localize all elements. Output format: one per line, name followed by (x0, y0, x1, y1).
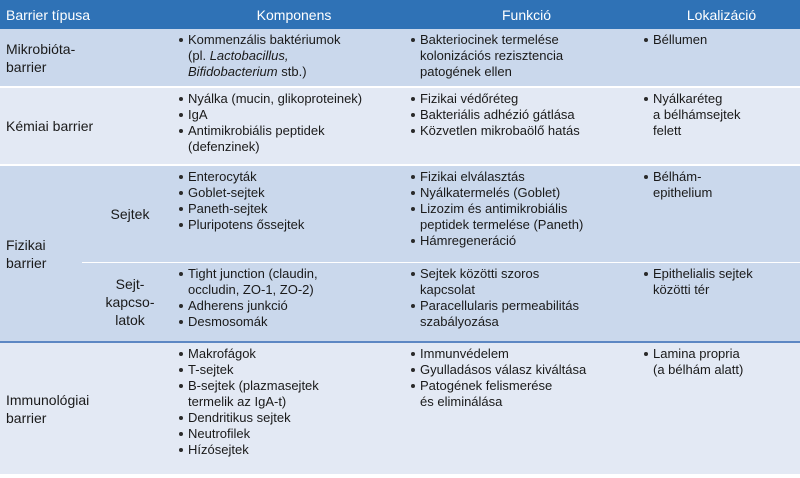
list-item: Patogének felismerése és eliminálása (410, 378, 637, 410)
list-item: T-sejtek (178, 362, 404, 378)
list-item: Adherens junkció (178, 298, 404, 314)
list-item: Hámregeneráció (410, 233, 637, 249)
functions-microbiota (410, 29, 643, 87)
list-item: Goblet-sejtek (178, 185, 404, 201)
list-item: B-sejtek (plazmasejtek termelik az IgA-t) (178, 378, 404, 410)
functions-junctions (410, 262, 643, 342)
row-physical-cells (0, 165, 800, 262)
location-immunological (643, 342, 800, 474)
location-chemical (643, 87, 800, 165)
functions-immunological (410, 342, 643, 474)
functions-cells (410, 165, 643, 262)
list-item: Paneth-sejtek (178, 201, 404, 217)
list-item: Tight junction (claudin, occludin, ZO-1, ZO-2) (178, 266, 404, 298)
list-item: IgA (178, 107, 404, 123)
list-item: Nyálka (mucin, glikoproteinek) (178, 91, 404, 107)
list-item: Enterocyták (178, 169, 404, 185)
list-item: Nyálkaréteg a bélhámsejtek felett (643, 91, 794, 139)
list-item: Nyálkatermelés (Goblet) (410, 185, 637, 201)
components-chemical (178, 87, 410, 165)
list-item: Lizozim és antimikrobiális peptidek termelése (Paneth) (410, 201, 637, 233)
row-physical-junctions (0, 262, 800, 342)
components-microbiota (178, 29, 410, 87)
list-item: Desmosomák (178, 314, 404, 330)
header-component: Komponens (178, 0, 410, 29)
list-item: Bélhám- epithelium (643, 169, 794, 201)
components-cells (178, 165, 410, 262)
list-item: Kommenzális baktériumok (pl. Lactobacillus, Bifidobacterium stb.) (178, 32, 404, 80)
list-item: Gyulladásos válasz kiváltása (410, 362, 637, 378)
list-item: Neutrofilek (178, 426, 404, 442)
list-item: Makrofágok (178, 346, 404, 362)
label-microbiota: Mikrobióta- barrier (0, 29, 178, 87)
list-item: Immunvédelem (410, 346, 637, 362)
list-item: Fizikai védőréteg (410, 91, 637, 107)
location-cells (643, 165, 800, 262)
label-junctions: Sejt- kapcso- latok (82, 262, 178, 342)
list-item: Paracellularis permeabilitás szabályozása (410, 298, 637, 330)
location-junctions (643, 262, 800, 342)
list-item: Sejtek közötti szoros kapcsolat (410, 266, 637, 298)
list-item: Közvetlen mikrobaölő hatás (410, 123, 637, 139)
header-barrier-type: Barrier típusa (0, 0, 178, 29)
row-chemical (0, 87, 800, 165)
list-item: Lamina propria (a bélhám alatt) (643, 346, 794, 378)
components-junctions (178, 262, 410, 342)
header-function: Funkció (410, 0, 643, 29)
components-immunological (178, 342, 410, 474)
list-item: Béllumen (643, 32, 794, 48)
functions-chemical (410, 87, 643, 165)
header-row (0, 0, 800, 29)
list-item: Fizikai elválasztás (410, 169, 637, 185)
list-item: Bakteriocinek termelése kolonizációs rezisztencia patogének ellen (410, 32, 637, 80)
list-item: Antimikrobiális peptidek (defenzinek) (178, 123, 404, 155)
label-cells: Sejtek (82, 165, 178, 262)
header-location: Lokalizáció (643, 0, 800, 29)
list-item: Epithelialis sejtek közötti tér (643, 266, 794, 298)
label-immunological: Immunológiai barrier (0, 342, 178, 474)
label-chemical: Kémiai barrier (0, 87, 178, 165)
row-immunological (0, 342, 800, 474)
list-item: Bakteriális adhézió gátlása (410, 107, 637, 123)
list-item: Hízósejtek (178, 442, 404, 458)
location-microbiota (643, 29, 800, 87)
list-item: Dendritikus sejtek (178, 410, 404, 426)
row-microbiota (0, 29, 800, 87)
list-item: Pluripotens őssejtek (178, 217, 404, 233)
label-physical: Fizikai barrier (0, 165, 82, 342)
